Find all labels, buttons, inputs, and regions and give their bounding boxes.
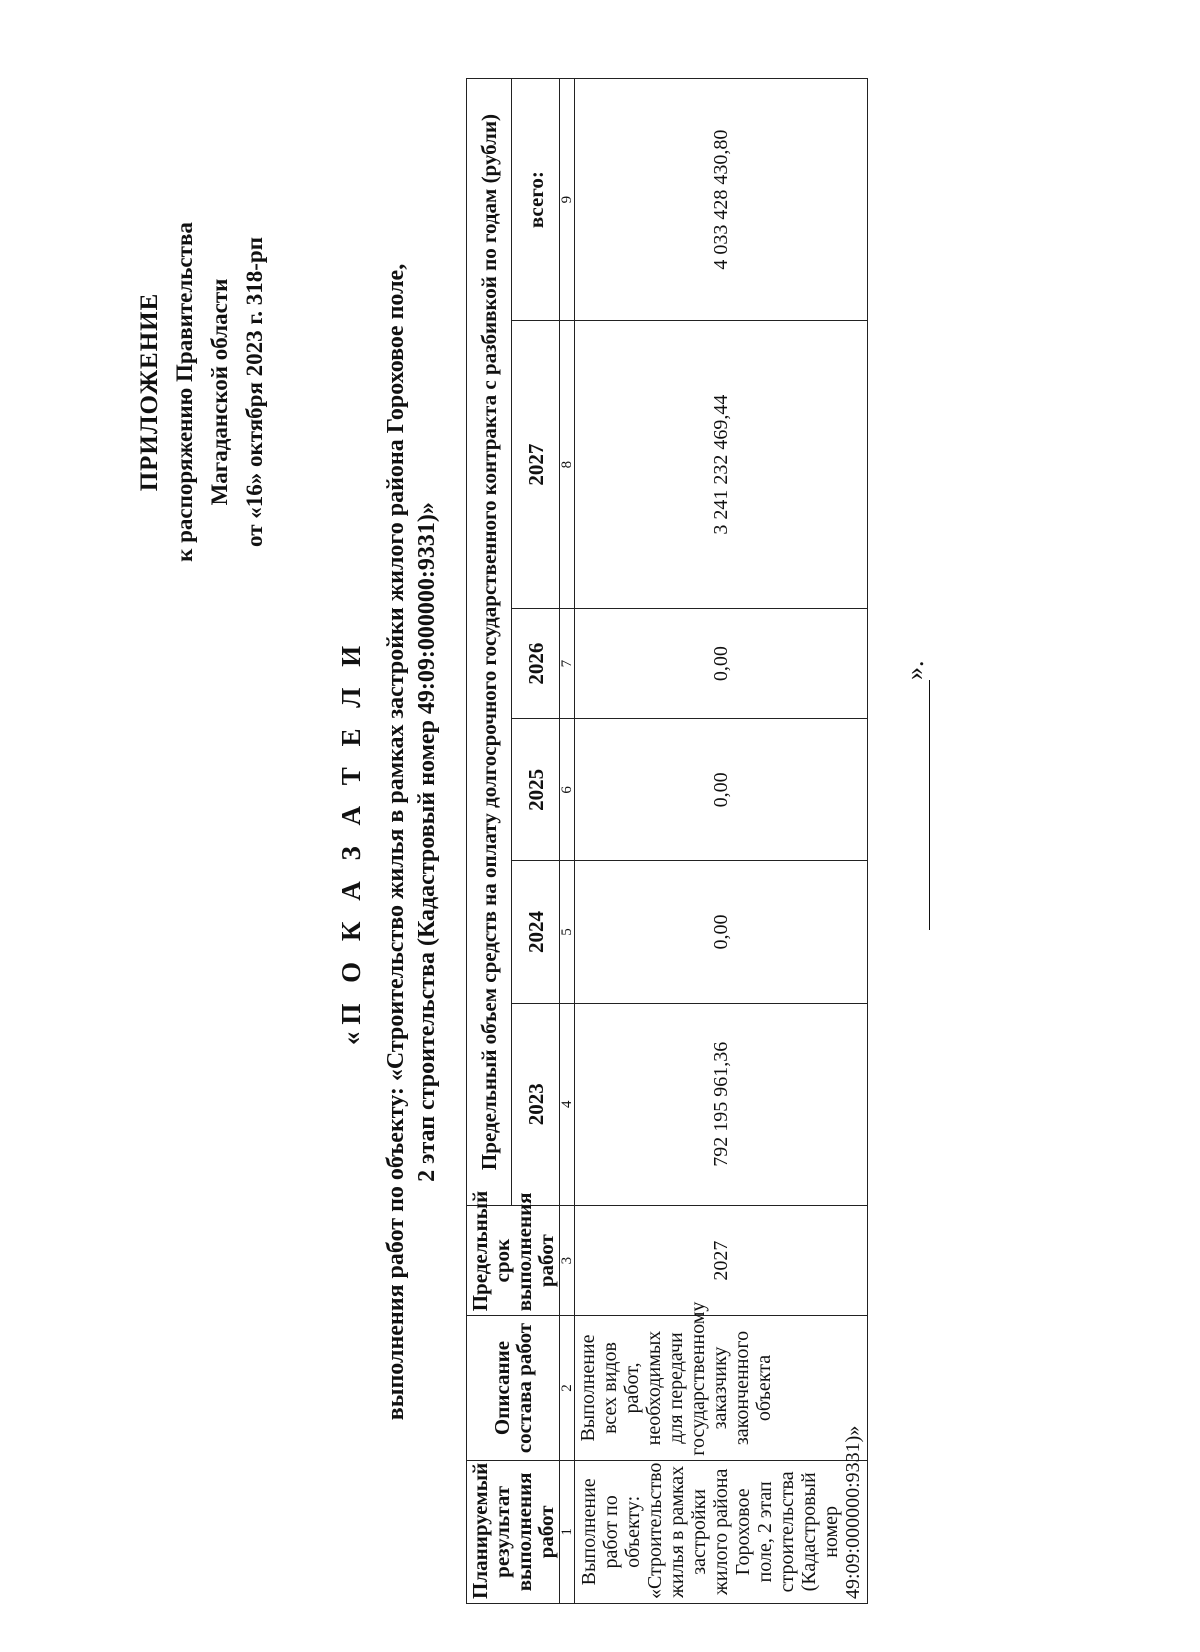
cell-amount-2026: 0,00 [575,609,868,719]
column-index-row [560,79,575,1604]
appendix-header [132,112,272,672]
column-index: 7 [560,609,575,719]
order-reference: к распоряжению Правительства [172,222,197,562]
cell-amount-total: 4 033 428 430,80 [575,79,868,321]
signature-line [905,680,930,930]
header-year-2025: 2025 [512,719,560,861]
header-year-2023: 2023 [512,1003,560,1205]
header-funding-group: Предельный объем средств на оплату долгосрочного государственного контракта с разбивкой по годам (рубли) [467,79,512,1206]
table-row [575,79,868,1604]
header-work-description: Описание состава работ [467,1316,560,1460]
cell-deadline: 2027 [575,1206,868,1316]
header-year-2027: 2027 [512,321,560,609]
closing-mark [900,661,930,931]
cell-work-description: Выполнение всех видов работ, необходимых для передачи государственному заказчику законченного объекта [575,1316,868,1460]
table-header-row [467,79,512,1604]
column-index: 9 [560,79,575,321]
region-name: Магаданской области [207,278,232,506]
document-subtitle-line1: выполнения работ по объекту: «Строительство жилья в рамках застройки жилого района Гороховое поле, [383,263,409,1421]
header-year-2024: 2024 [512,861,560,1003]
order-date-number: от «16» октября 2023 г. 318-рп [242,237,267,547]
document-subtitle-line2: 2 этап строительства (Кадастровый номер 49:09:000000:9331)» [414,502,440,1182]
header-planned-result: Планируемый результат выполнения работ [467,1460,560,1603]
column-index: 3 [560,1206,575,1316]
cell-amount-2027: 3 241 232 469,44 [575,321,868,609]
column-index: 6 [560,719,575,861]
header-year-2026: 2026 [512,609,560,719]
header-total: всего: [512,79,560,321]
column-index: 5 [560,861,575,1003]
cell-planned-result: Выполнение работ по объекту: «Строительство жилья в рамках застройки жилого района Гороховое поле, 2 этап строительства (Кадастровый номер 49:09:000000:9331)» [575,1460,868,1603]
column-index: 1 [560,1460,575,1603]
column-index: 2 [560,1316,575,1460]
indicators-table [466,78,868,1604]
cell-amount-2023: 792 195 961,36 [575,1003,868,1205]
header-deadline: Предельный срок выполнения работ [467,1206,560,1316]
cell-amount-2024: 0,00 [575,861,868,1003]
document-title: «П О К А З А Т Е Л И [336,638,366,1046]
closing-quote: ». [900,660,929,680]
column-index: 8 [560,321,575,609]
appendix-label: ПРИЛОЖЕНИЕ [136,292,163,492]
column-index: 4 [560,1003,575,1205]
cell-amount-2025: 0,00 [575,719,868,861]
